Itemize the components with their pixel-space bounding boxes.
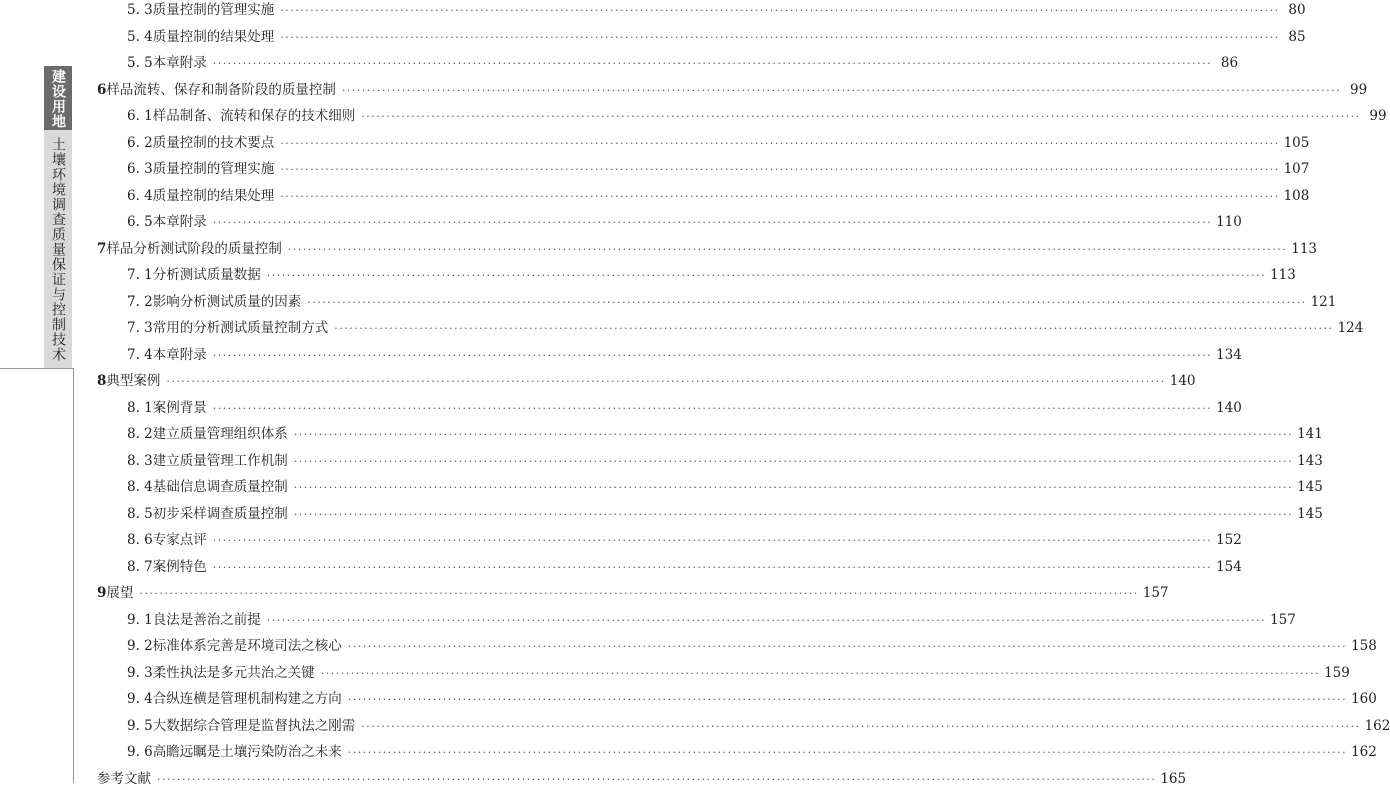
toc-number: 9. 3 — [127, 664, 153, 681]
toc-leader-dots: ········································································································································································································ — [361, 719, 1361, 733]
toc-title: 基础信息调查质量控制 — [152, 479, 288, 495]
toc-title: 参考文献 — [97, 770, 151, 787]
toc-title: 大数据综合管理是监督执法之刚需 — [152, 717, 356, 734]
toc-number: 9. 5 — [127, 717, 153, 734]
toc-section-row[interactable] — [127, 557, 1242, 577]
toc-number: 8. 7 — [127, 558, 153, 575]
toc-leader-dots: ········································································································································································································ — [212, 348, 1213, 362]
toc-chapter-row[interactable] — [97, 239, 1318, 259]
side-tab-book-title-label: 土壤环境调查质量保证与控制技术 — [50, 137, 66, 362]
toc-title: 初步采样调查质量控制 — [152, 505, 288, 522]
toc-leader-dots: ········································································································································································································ — [212, 534, 1213, 547]
toc-leader-dots: ········································································································································································································ — [280, 136, 1280, 150]
toc-leader-dots: ········································································································································································································ — [166, 375, 1166, 388]
toc-page-number: 140 — [1169, 373, 1196, 389]
toc-leader-dots: ········································································································································································································ — [139, 587, 1139, 600]
toc-section-row[interactable] — [127, 133, 1310, 153]
toc-title: 良法是善治之前提 — [152, 611, 261, 628]
toc-page-number: 141 — [1297, 426, 1323, 442]
toc-section-row[interactable] — [127, 742, 1377, 762]
toc-number: 7. 4 — [127, 346, 153, 363]
toc-number: 6 — [97, 81, 107, 98]
toc-page-number: 157 — [1142, 585, 1169, 601]
toc-number: 8. 2 — [127, 426, 153, 442]
toc-page-number: 162 — [1351, 744, 1377, 760]
toc-page-number: 124 — [1337, 320, 1364, 336]
toc-section-row[interactable] — [127, 27, 1306, 47]
toc-section-row[interactable] — [127, 398, 1242, 418]
toc-page-number: 154 — [1216, 558, 1242, 575]
toc-title: 建立质量管理组织体系 — [152, 426, 288, 442]
toc-leader-dots: ········································································································································································································ — [347, 640, 1348, 653]
toc-title: 样品流转、保存和制备阶段的质量控制 — [106, 81, 336, 98]
toc-number: 7. 3 — [127, 320, 153, 336]
toc-page-number: 162 — [1364, 717, 1390, 734]
toc-leader-dots: ········································································································································································································ — [157, 772, 1157, 786]
toc-leader-dots: ········································································································································································································ — [287, 242, 1288, 256]
toc-leader-dots: ········································································································································································································ — [212, 216, 1213, 229]
toc-section-row[interactable] — [127, 159, 1310, 179]
toc-page-number: 158 — [1351, 638, 1377, 654]
toc-number: 7. 2 — [127, 293, 153, 310]
toc-title: 质量控制的结果处理 — [152, 187, 275, 204]
toc-number: 5. 5 — [127, 55, 153, 71]
toc-title: 合纵连横是管理机制构建之方向 — [152, 691, 342, 707]
toc-title: 分析测试质量数据 — [152, 267, 261, 283]
toc-title: 影响分析测试质量的因素 — [152, 293, 302, 310]
toc-title: 常用的分析测试质量控制方式 — [152, 320, 329, 336]
toc-leader-dots: ········································································································································································································ — [280, 163, 1280, 176]
toc-section-row[interactable] — [127, 716, 1390, 736]
toc-number: 8 — [97, 373, 107, 389]
toc-section-row[interactable] — [127, 424, 1323, 444]
toc-number: 8. 6 — [127, 532, 153, 548]
toc-number: 7 — [97, 240, 107, 257]
toc-number: 8. 3 — [127, 452, 153, 469]
side-tab-category-label: 建设用地 — [50, 69, 66, 129]
toc-leader-dots: ········································································································································································································ — [361, 110, 1361, 123]
toc-page-number: 105 — [1283, 134, 1310, 151]
toc-title: 本章附录 — [152, 55, 207, 71]
toc-page-number: 80 — [1288, 2, 1306, 18]
toc-leader-dots: ········································································································································································································ — [212, 401, 1213, 415]
toc-title: 本章附录 — [152, 214, 207, 230]
toc-title: 案例背景 — [152, 399, 207, 416]
toc-leader-dots: ········································································································································································································ — [320, 666, 1321, 680]
toc-title: 建立质量管理工作机制 — [152, 452, 288, 469]
toc-page-number: 145 — [1297, 505, 1323, 522]
toc-page-number: 86 — [1220, 55, 1239, 71]
toc-leader-dots: ········································································································································································································ — [280, 30, 1280, 44]
toc-leader-dots: ········································································································································································································ — [212, 560, 1213, 574]
toc-leader-dots: ········································································································································································································ — [307, 295, 1307, 309]
toc-section-row[interactable] — [127, 212, 1242, 232]
toc-title: 柔性执法是多元共治之关键 — [152, 664, 315, 681]
toc-section-row[interactable] — [127, 530, 1242, 550]
toc-section-row[interactable] — [127, 265, 1296, 285]
toc-number: 9. 4 — [127, 691, 153, 707]
toc-number: 8. 1 — [127, 399, 153, 416]
toc-section-row[interactable] — [127, 451, 1323, 471]
toc-section-row[interactable] — [127, 53, 1239, 73]
toc-page-number: 99 — [1350, 81, 1368, 98]
toc-section-row[interactable] — [127, 610, 1296, 630]
toc-page-number: 140 — [1216, 399, 1242, 416]
toc-number: 6. 4 — [127, 187, 153, 204]
toc-section-row[interactable] — [127, 689, 1377, 709]
toc-chapter-row[interactable] — [97, 583, 1169, 603]
toc-number: 8. 5 — [127, 505, 153, 522]
toc-leader-dots: ········································································································································································································ — [341, 83, 1342, 97]
toc-number: 6. 1 — [127, 108, 153, 124]
toc-page-number: 85 — [1288, 28, 1306, 45]
toc-section-row[interactable] — [127, 477, 1323, 497]
toc-number: 9. 1 — [127, 611, 153, 628]
toc-page-number: 165 — [1160, 770, 1187, 787]
toc-title: 案例特色 — [152, 558, 207, 575]
toc-number: 9. 2 — [127, 638, 153, 654]
toc-page-number: 110 — [1216, 214, 1242, 230]
toc-page-number: 121 — [1310, 293, 1337, 310]
toc-section-row[interactable] — [127, 292, 1337, 312]
toc-title: 本章附录 — [152, 346, 207, 363]
toc-page-number: 159 — [1324, 664, 1350, 681]
toc-page-number: 157 — [1270, 611, 1296, 628]
toc-number: 6. 3 — [127, 161, 153, 177]
toc-title: 典型案例 — [106, 373, 161, 389]
toc-page-number: 107 — [1283, 161, 1310, 177]
toc-number: 9. 6 — [127, 744, 153, 760]
toc-page-number: 113 — [1291, 240, 1318, 257]
toc-leader-dots: ········································································································································································································ — [334, 322, 1334, 335]
toc-page-number: 145 — [1297, 479, 1323, 495]
frame-divider-vertical — [73, 368, 74, 783]
toc-leader-dots: ········································································································································································································ — [293, 507, 1294, 521]
toc-title: 质量控制的管理实施 — [152, 2, 275, 18]
toc-leader-dots: ········································································································································································································ — [347, 746, 1348, 759]
toc-title: 高瞻远瞩是土壤污染防治之未来 — [152, 744, 342, 760]
toc-page-number: 134 — [1216, 346, 1242, 363]
toc-page-number: 160 — [1351, 691, 1377, 707]
toc-leader-dots: ········································································································································································································ — [293, 481, 1294, 494]
toc-leader-dots: ········································································································································································································ — [293, 428, 1294, 441]
toc-section-row[interactable] — [127, 106, 1387, 126]
toc-number: 6. 5 — [127, 214, 153, 230]
toc-chapter-row[interactable] — [97, 80, 1368, 100]
toc-page-number: 113 — [1270, 267, 1296, 283]
toc-title: 样品分析测试阶段的质量控制 — [106, 240, 282, 257]
toc-title: 质量控制的技术要点 — [152, 134, 275, 151]
toc-number: 5. 3 — [127, 2, 153, 18]
frame-divider-horizontal — [0, 368, 74, 369]
toc-reference-row[interactable] — [97, 769, 1187, 789]
toc-leader-dots: ········································································································································································································ — [293, 454, 1294, 468]
toc-section-row[interactable] — [127, 504, 1323, 524]
toc-section-row[interactable] — [127, 636, 1377, 656]
toc-leader-dots: ········································································································································································································ — [280, 4, 1280, 17]
toc-section-row[interactable] — [127, 318, 1364, 338]
toc-number: 6. 2 — [127, 134, 153, 151]
toc-title: 质量控制的管理实施 — [152, 161, 275, 177]
toc-page-number: 108 — [1283, 187, 1310, 204]
toc-page-number: 152 — [1216, 532, 1242, 548]
toc-page-number: 99 — [1369, 108, 1387, 124]
toc-number: 5. 4 — [127, 28, 153, 45]
toc-number: 7. 1 — [127, 267, 153, 283]
toc-leader-dots: ········································································································································································································ — [280, 189, 1280, 203]
side-tab-book-title — [44, 130, 72, 368]
toc-page-number: 143 — [1297, 452, 1323, 469]
toc-title: 专家点评 — [152, 532, 207, 548]
toc-chapter-row[interactable] — [97, 371, 1196, 391]
toc-leader-dots: ········································································································································································································ — [212, 57, 1213, 70]
toc-leader-dots: ········································································································································································································ — [266, 613, 1267, 627]
toc-number: 8. 4 — [127, 479, 153, 495]
toc-number: 9 — [97, 585, 107, 601]
toc-section-row[interactable] — [127, 663, 1350, 683]
side-tab-category — [44, 66, 72, 130]
toc-title: 样品制备、流转和保存的技术细则 — [152, 108, 356, 124]
toc-section-row[interactable] — [127, 345, 1242, 365]
toc-title: 展望 — [106, 585, 134, 601]
toc-leader-dots: ········································································································································································································ — [347, 693, 1348, 706]
toc-title: 质量控制的结果处理 — [152, 28, 275, 45]
toc-section-row[interactable] — [127, 0, 1306, 20]
toc-leader-dots: ········································································································································································································ — [266, 269, 1267, 282]
toc-section-row[interactable] — [127, 186, 1310, 206]
toc-title: 标准体系完善是环境司法之核心 — [152, 638, 342, 654]
